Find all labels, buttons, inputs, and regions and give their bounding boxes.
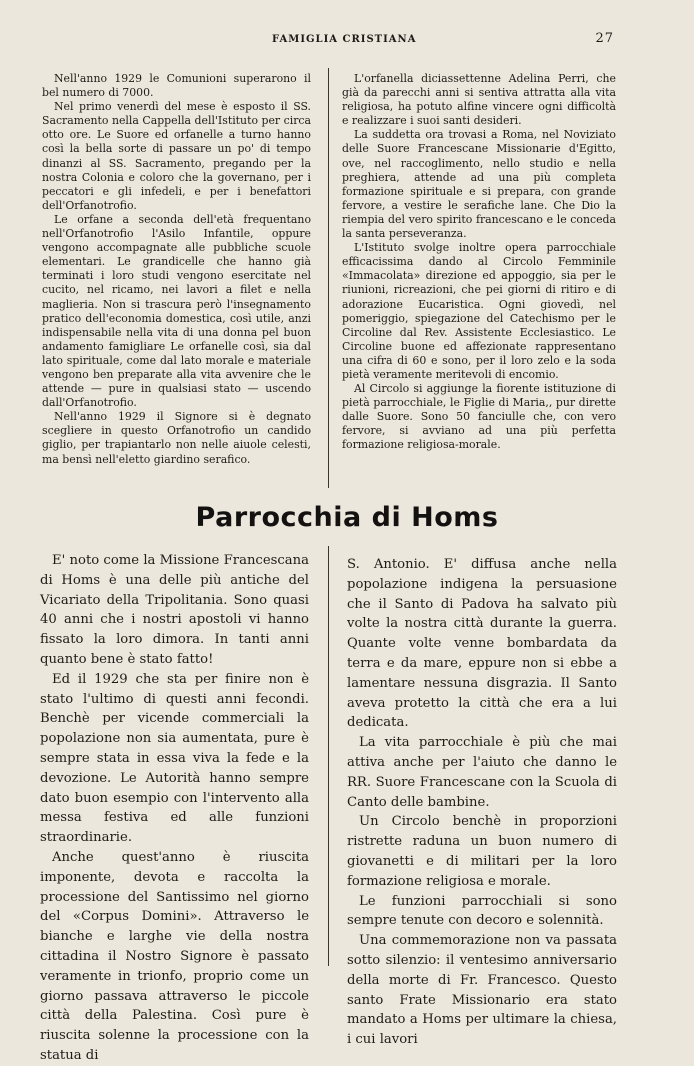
paragraph: Nell'anno 1929 il Signore si è degnato scegliere in questo Orfanotrofio un candido giglio, per trapiantarlo non nelle aiuole celesti, ma bensì nell'eletto giardino serafico. <box>42 410 311 466</box>
paragraph: Una commemorazione non va passata sotto silenzio: il ventesimo anniversario della morte di Fr. Francesco. Questo santo Frate Missionario era stato mandato a Homs per ultimare la chiesa, i cui lavori <box>347 933 617 1048</box>
paragraph: Al Circolo si aggiunge la fiorente istituzione di pietà parrocchiale, le Figlie di Maria,, pur dirette dalle Suore. Sono 50 fanciulle che, con vero fervore, si avviano ad una più perfetta formazione religiosa-morale. <box>342 382 616 452</box>
paragraph: L'Istituto svolge inoltre opera parrocchiale efficacissima dando al Circolo Femminile «Immacolata» direzione ed appoggio, sia per le riunioni, ricreazioni, che pei giorni di ritiro e di adorazione Eucaristica. Ogni giovedì, nel pomeriggio, spiegazione del Catechismo per le Circoline dal Rev. Assistente Ecclesiastico. Le Circoline buone ed affezionate rappresentano una cifra di 60 e sono, per il loro zelo e la soda pietà veramente meritevoli di encomio. <box>342 241 616 381</box>
column-divider <box>328 546 329 966</box>
paragraph: La suddetta ora trovasi a Roma, nel Noviziato delle Suore Francescane Missionarie d'Egitto, ove, nel raccoglimento, nello studio e nella preghiera, attende ad una più completa formazione spirituale e si prepara, con grande fervore, a vestire le serafiche lane. Che Dio la riempia del vero spirito francescano e le conceda la santa perseveranza. <box>342 128 616 241</box>
paragraph: Le orfane a seconda dell'età frequentano nell'Orfanotrofio l'Asilo Infantile, oppure vengono accompagnate alle pubbliche scuole elementari. Le grandicelle che hanno già terminati i loro studi vengono esercitate nel cucito, nel ricamo, nei lavori a filet e nella maglieria. Non si trascura però l'insegnamento pratico dell'economia domestica, così utile, anzi indispensabile nella vita di una donna pel buon andamento famigliare Le orfanelle così, sia dal lato spirituale, come dal lato morale e materiale vengono ben preparate alla vita avvenire che le attende — pure in qualsiasi stato — uscendo dall'Orfanotrofio. <box>42 212 311 410</box>
paragraph: Le funzioni parrocchiali si sono sempre tenute con decoro e solennità. <box>347 893 617 929</box>
bottom-left-column <box>40 551 309 1066</box>
paragraph: Ed il 1929 che sta per finire non è stato l'ultimo di questi anni fecondi. Benchè per vicende commerciali la popolazione non sia aumentata, pure è sempre stata in essa viva la fede e la devozione. Le Autorità hanno sempre dato buon esempio con l'intervento alla messa festiva ed alle funzioni straordinarie. <box>40 671 309 846</box>
top-left-column <box>42 72 311 467</box>
paragraph: L'orfanella diciassettenne Adelina Perri, che già da parecchi anni si sentiva attratta alla vita religiosa, ha potuto alfine vincere ogni difficoltà e realizzare i suoi santi desideri. <box>342 72 616 128</box>
paragraph: Nell'anno 1929 le Comunioni superarono il bel numero di 7000. <box>42 72 311 100</box>
magazine-title: FAMIGLIA CRISTIANA <box>272 34 417 45</box>
paragraph: Un Circolo benchè in proporzioni ristrette raduna un buon numero di giovanetti e di militari per la loro formazione religiosa e morale. <box>347 814 617 889</box>
paragraph: S. Antonio. E' diffusa anche nella popolazione indigena la persuasione che il Santo di Padova ha salvato più volte la nostra città durante la guerra. Quante volte venne bombardata da terra e da mare, eppure non si ebbe a lamentare nessuna disgrazia. Il Santo aveva protetto la città che era a lui dedicata. <box>347 557 617 731</box>
column-divider <box>328 68 329 488</box>
paragraph: La vita parrocchiale è più che mai attiva anche per l'aiuto che danno le RR. Suore Francescane con la Scuola di Canto delle bambine. <box>347 735 617 810</box>
paragraph: E' noto come la Missione Francescana di Homs è una delle più antiche del Vicariato della Tripolitania. Sono quasi 40 anni che i nostri apostoli vi hanno fissato la loro dimora. In tanti anni quanto bene è stato fatto! <box>40 553 309 667</box>
paragraph: Anche quest'anno è riuscita imponente, devota e raccolta la processione del Santissimo nel giorno del «Corpus Domini». Attraverso le bianche e larghe vie della nostra cittadina il Nostro Signore è passato veramente in trionfo, proprio come un giorno passava attraverso le piccole città della Palestina. Così pure è riuscita solenne la processione con la statua di <box>40 849 309 1063</box>
bottom-right-column <box>347 555 617 1050</box>
paragraph: Nel primo venerdì del mese è esposto il SS. Sacramento nella Cappella dell'Istituto per circa otto ore. Le Suore ed orfanelle a turno hanno così la bella sorte di passare un po' di tempo dinanzi al SS. Sacramento, pregando per la nostra Colonia e coloro che la governano, per i peccatori e gli infedeli, e per i benefattori dell'Orfanotrofio. <box>42 100 311 212</box>
page-number: 27 <box>595 31 614 46</box>
section-heading: Parrocchia di Homs <box>195 502 499 533</box>
top-right-column <box>342 72 616 453</box>
